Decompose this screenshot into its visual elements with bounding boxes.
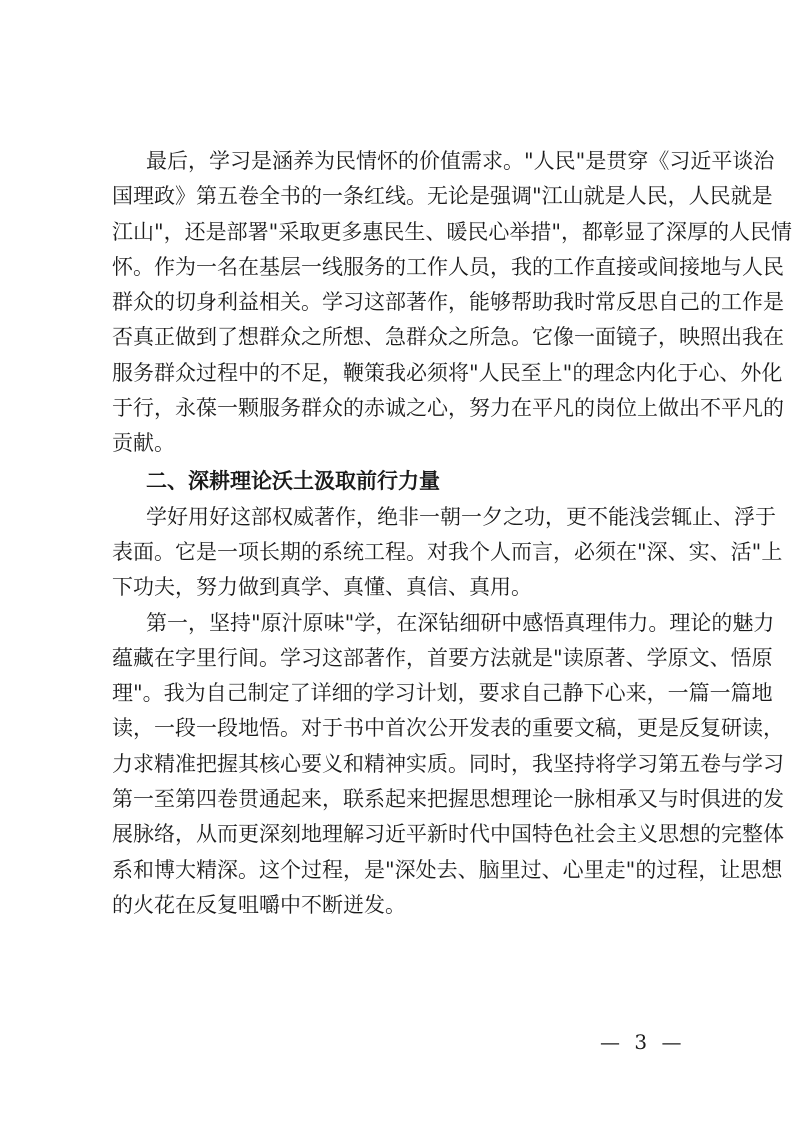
text-line: 学好用好这部权威著作，绝非一朝一夕之功，更不能浅尝辄止、浮于 (146, 504, 776, 529)
text-line: 蕴藏在字里行间。学习这部著作，首要方法就是"读原著、学原文、悟原 (112, 645, 773, 670)
text-line: 最后，学习是涵养为民情怀的价值需求。"人民"是贯穿《习近平谈治 (146, 149, 775, 173)
text-line: 读，一段一段地悟。对于书中首次公开发表的重要文稿，更是反复研读， (112, 716, 784, 741)
text-line: 国理政》第五卷全书的一条红线。无论是强调"江山就是人民，人民就是 (112, 184, 773, 209)
page-number: — 3 — (600, 1030, 686, 1054)
paragraph (112, 606, 784, 924)
text-line: 服务群众过程中的不足，鞭策我必须将"人民至上"的理念内化于心、外化 (112, 360, 783, 385)
text-line: 系和博大精深。这个过程，是"深处去、脑里过、心里走"的过程，让思想 (112, 857, 783, 882)
text-line: 第一至第四卷贯通起来，联系起来把握思想理论一脉相承又与时俱进的发 (112, 787, 784, 812)
text-line: 群众的切身利益相关。学习这部著作，能够帮助我时常反思自己的工作是 (112, 290, 784, 315)
heading-text: 二、深耕理论沃土汲取前行力量 (146, 468, 440, 493)
text-line: 理"。我为自己制定了详细的学习计划，要求自己静下心来，一篇一篇地 (112, 681, 773, 706)
text-line: 于行，永葆一颗服务群众的赤诚之心，努力在平凡的岗位上做出不平凡的 (112, 396, 784, 421)
paragraph (112, 500, 783, 606)
text-line: 表面。它是一项长期的系统工程。对我个人而言，必须在"深、实、活"上 (112, 539, 783, 564)
section-heading (112, 462, 680, 500)
document-body (112, 144, 792, 923)
text-line: 怀。作为一名在基层一线服务的工作人员，我的工作直接或间接地与人民 (112, 254, 784, 279)
text-line: 下功夫，努力做到真学、真懂、真信、真用。 (112, 575, 532, 600)
text-line: 江山"，还是部署"采取更多惠民生、暖民心举措"，都彰显了深厚的人民情 (112, 219, 792, 244)
text-line: 的火花在反复咀嚼中不断迸发。 (112, 892, 406, 917)
text-line: 展脉络，从而更深刻地理解习近平新时代中国特色社会主义思想的完整体 (112, 822, 784, 847)
text-line: 第一，坚持"原汁原味"学，在深钻细研中感悟真理伟力。理论的魅力 (146, 610, 775, 635)
text-line: 否真正做到了想群众之所想、急群众之所急。它像一面镜子，映照出我在 (112, 325, 784, 350)
text-line: 力求精准把握其核心要义和精神实质。同时，我坚持将学习第五卷与学习 (112, 751, 784, 776)
paragraph (112, 144, 792, 462)
text-line: 贡献。 (112, 431, 175, 456)
